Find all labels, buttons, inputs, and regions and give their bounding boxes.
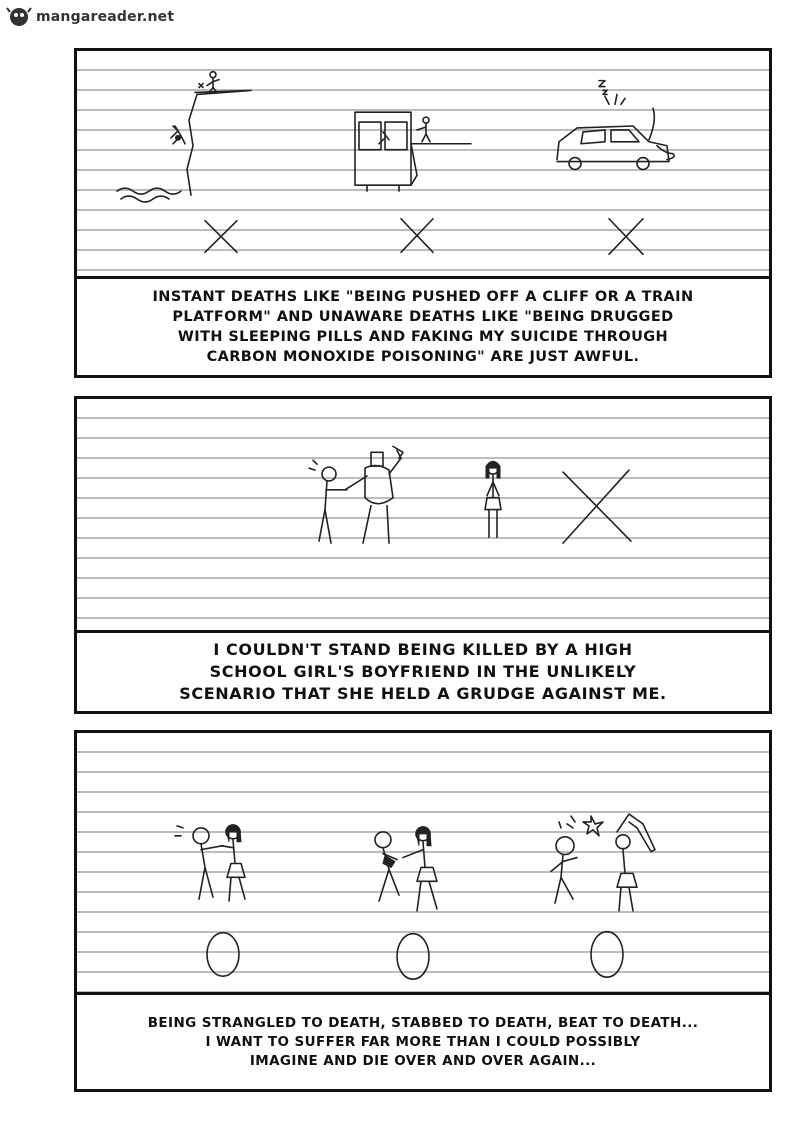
mangareader-logo-icon	[6, 6, 32, 28]
panel-1-caption	[77, 279, 769, 375]
circle-mark-3	[591, 932, 623, 977]
car-poison-drawing	[557, 81, 674, 170]
panel-3-caption	[77, 995, 769, 1089]
caption-line: BEING STRANGLED TO DEATH, STABBED TO DEATH, BEAT TO DEATH...	[147, 1014, 699, 1031]
circle-mark-2	[397, 934, 429, 979]
panel-3-illustration	[77, 733, 769, 995]
panel-2-illustration	[77, 399, 769, 633]
caption-line: I COULDN'T STAND BEING KILLED BY A HIGH	[213, 640, 633, 659]
circle-mark-1	[207, 933, 239, 976]
caption-line: PLATFORM" AND UNAWARE DEATHS LIKE "BEING DRUGGED	[172, 309, 674, 325]
schoolgirl-drawing	[485, 461, 501, 537]
panel-2-caption	[77, 633, 769, 711]
panel-1-illustration	[77, 51, 769, 279]
boyfriend-attack-drawing	[309, 446, 403, 543]
x-mark-2	[401, 219, 433, 253]
cliff-push-drawing	[117, 72, 251, 202]
caption-line: SCHOOL GIRL'S BOYFRIEND IN THE UNLIKELY	[209, 662, 637, 681]
manga-panel-3	[74, 730, 772, 1092]
caption-line: INSTANT DEATHS LIKE "BEING PUSHED OFF A CLIFF OR A TRAIN	[152, 289, 694, 305]
x-mark-large	[563, 470, 631, 543]
strangling-drawing	[175, 825, 245, 901]
caption-line: WITH SLEEPING PILLS AND FAKING MY SUICIDE THROUGH	[177, 329, 669, 345]
manga-panel-2	[74, 396, 772, 714]
watermark-text: mangareader.net	[36, 9, 175, 25]
beating-drawing	[551, 814, 655, 911]
caption-line: SCENARIO THAT SHE HELD A GRUDGE AGAINST ME.	[179, 684, 667, 703]
caption-line: IMAGINE AND DIE OVER AND OVER AGAIN...	[249, 1052, 597, 1069]
caption-line: I WANT TO SUFFER FAR MORE THAN I COULD POSSIBLY	[205, 1033, 641, 1050]
stabbing-drawing	[375, 827, 437, 911]
x-mark-1	[205, 221, 237, 253]
x-mark-3	[609, 219, 643, 255]
watermark	[6, 6, 174, 28]
manga-panel-1	[74, 48, 772, 378]
caption-line: CARBON MONOXIDE POISONING" ARE JUST AWFUL.	[206, 349, 640, 365]
train-push-drawing	[355, 112, 471, 191]
